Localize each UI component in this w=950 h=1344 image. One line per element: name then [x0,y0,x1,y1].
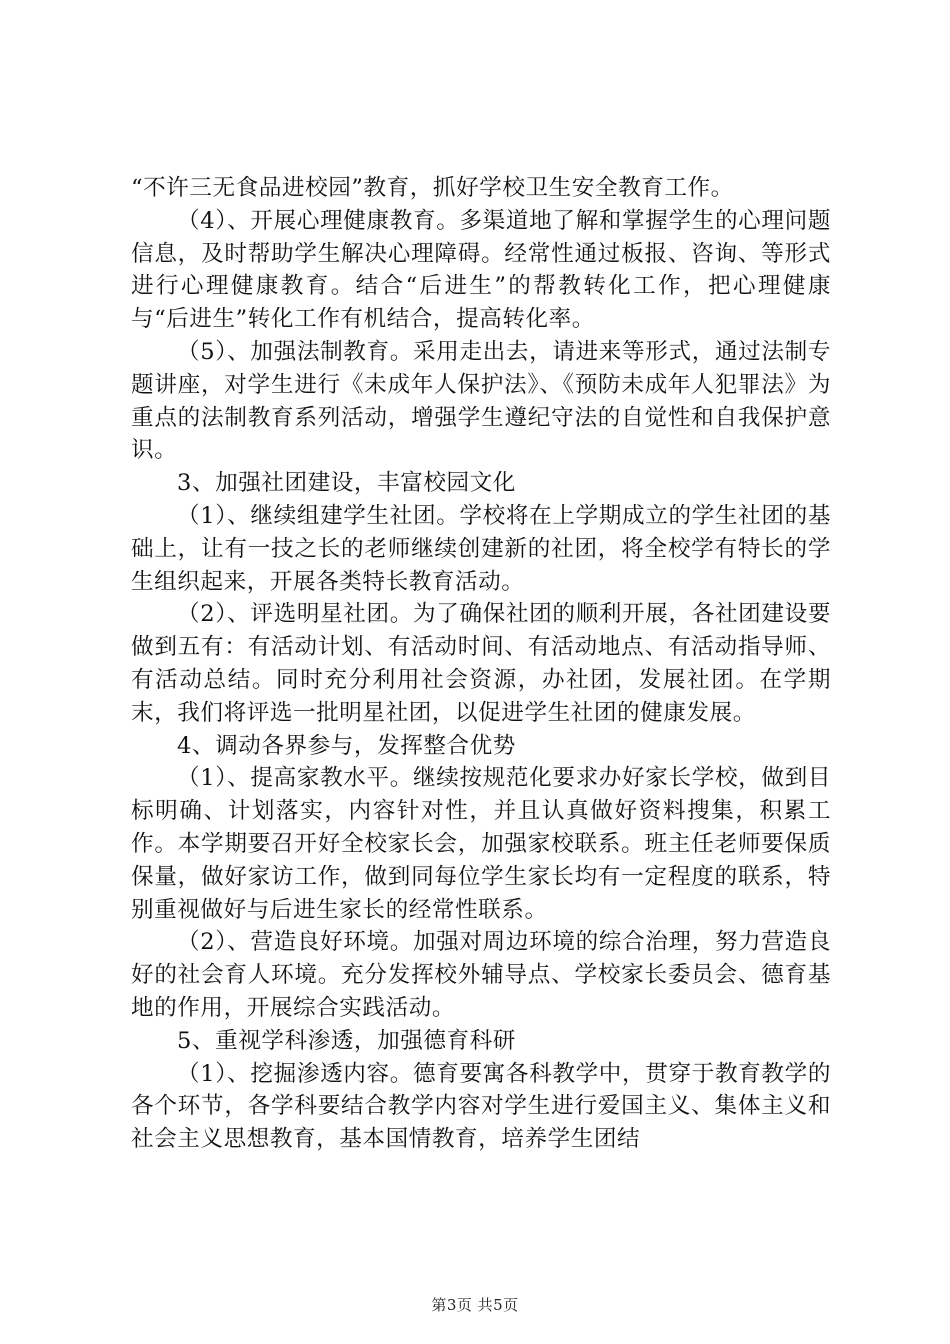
section-heading-subjects: 5、重视学科渗透，加强德育科研 [177,1027,516,1054]
paragraph-mental-health: （4）、开展心理健康教育。多渠道地了解和掌握学生的心理问题信息，及时帮助学生解决心理障碍。经常性通过板报、咨询、等形式进行心理健康教育。结合“后进生”的帮教转化工作，把心理健康与“后进生”转化工作有机结合，提高转化率。 [131,207,831,333]
section-heading-participation: 4、调动各界参与，发挥整合优势 [177,732,516,759]
paragraph-family-education: （1）、提高家教水平。继续按规范化要求办好家长学校，做到目标明确、计划落实，内容针对性，并且认真做好资料搜集，积累工作。本学期要召开好全校家长会，加强家校联系。班主任老师要保质保量，做好家访工作，做到同每位学生家长均有一定程度的联系，特别重视做好与后进生家长的经常性联系。 [131,765,831,923]
paragraph-student-clubs: （1）、继续组建学生社团。学校将在上学期成立的学生社团的基础上，让有一技之长的老师继续创建新的社团，将全校学有特长的学生组织起来，开展各类特长教育活动。 [131,502,831,595]
paragraph-star-clubs: （2）、评选明星社团。为了确保社团的顺利开展，各社团建设要做到五有：有活动计划、有活动时间、有活动地点、有活动指导师、有活动总结。同时充分利用社会资源，办社团，发展社团。在学期末，我们将评选一批明星社团，以促进学生社团的健康发展。 [131,601,831,726]
paragraph-subject-content: （1）、挖掘渗透内容。德育要寓各科教学中，贯穿于教育教学的各个环节，各学科要结合教学内容对学生进行爱国主义、集体主义和社会主义思想教育，基本国情教育，培养学生团结 [131,1060,831,1153]
paragraph-environment: （2）、营造良好环境。加强对周边环境的综合治理，努力营造良好的社会育人环境。充分发挥校外辅导点、学校家长委员会、德育基地的作用，开展综合实践活动。 [131,929,831,1021]
paragraph-legal-education: （5）、加强法制教育。采用走出去，请进来等形式，通过法制专题讲座，对学生进行《未成年人保护法》、《预防未成年人犯罪法》为重点的法制教育系列活动，增强学生遵纪守法的自觉性和自我保护意识。 [131,338,831,464]
section-heading-clubs: 3、加强社团建设，丰富校园文化 [177,470,516,497]
document-body [131,172,831,1156]
page-number-footer: 第3页 共5页 [431,1296,519,1314]
paragraph-continuation: “不许三无食品进校园”教育，抓好学校卫生安全教育工作。 [131,175,734,201]
